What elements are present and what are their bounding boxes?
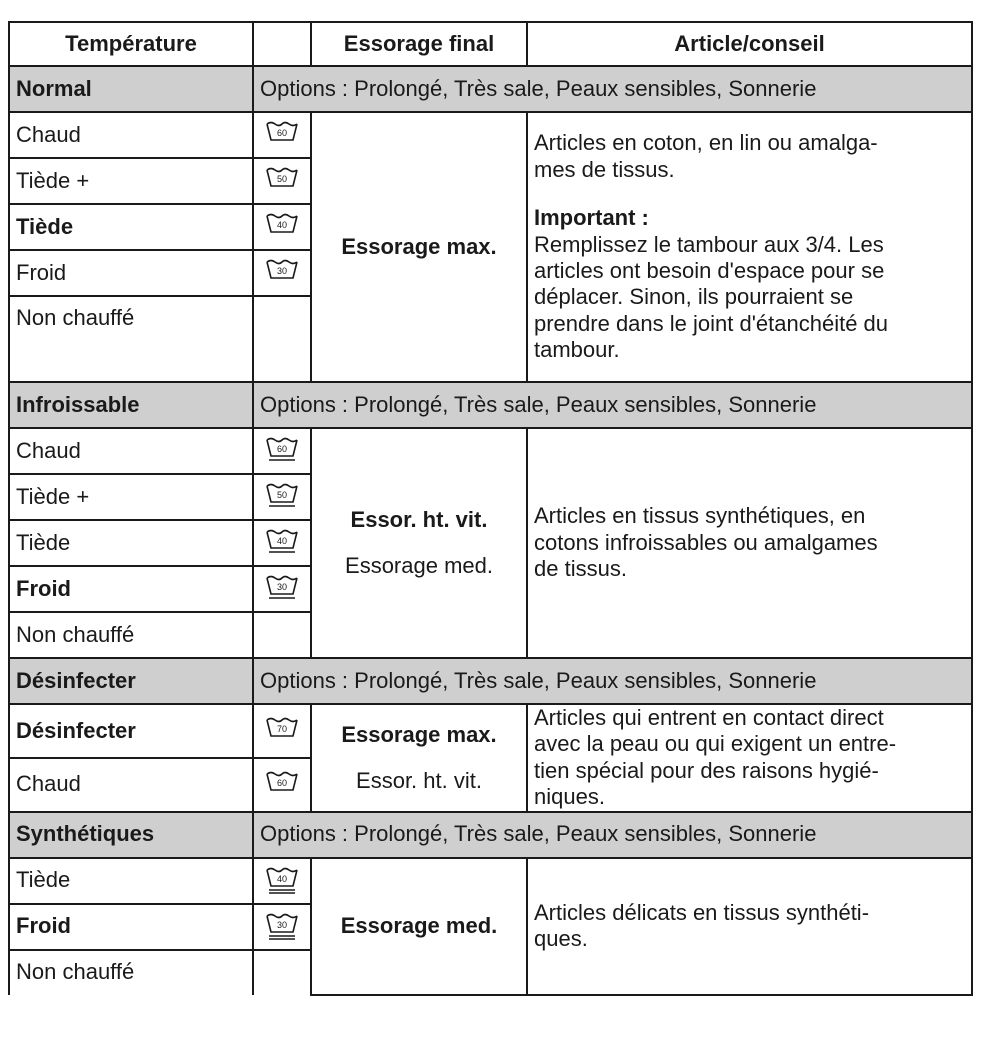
svg-text:30: 30 (276, 919, 288, 930)
header-advice: Article/conseil (527, 22, 972, 66)
wash-symbol-cell (253, 758, 311, 812)
temperature-label: Non chauffé (9, 950, 253, 995)
table-row (9, 858, 972, 904)
svg-text:70: 70 (276, 723, 288, 734)
header-spin: Essorage final (311, 22, 527, 66)
svg-text:40: 40 (276, 220, 288, 230)
svg-text:60: 60 (276, 128, 288, 138)
temperature-label: Chaud (9, 428, 253, 474)
advice-text: Articles en coton, en lin ou amalga- mes de tissus. (534, 130, 878, 182)
spin-value: Essor. ht. vit. (356, 767, 482, 793)
program-options: Options : Prolongé, Très sale, Peaux sensibles, Sonnerie (253, 658, 972, 704)
wash-tub-icon (265, 716, 299, 746)
header-temperature: Température (9, 22, 253, 66)
svg-text:40: 40 (276, 873, 288, 884)
svg-text:30: 30 (276, 266, 288, 276)
svg-text:50: 50 (276, 174, 288, 184)
temperature-label: Désinfecter (9, 704, 253, 758)
program-name: Infroissable (9, 382, 253, 428)
temperature-label: Tiède (9, 204, 253, 250)
temperature-label: Non chauffé (9, 612, 253, 658)
wash-symbol-cell (253, 704, 311, 758)
temperature-label: Chaud (9, 112, 253, 158)
program-header-row (9, 658, 972, 704)
wash-tub-icon (265, 866, 299, 896)
final-spin-cell (311, 112, 527, 382)
wash-tub-icon (265, 770, 299, 800)
program-options: Options : Prolongé, Très sale, Peaux sensibles, Sonnerie (253, 812, 972, 858)
final-spin-cell (311, 704, 527, 812)
advice-text: Articles qui entrent en contact direct avec la peau ou qui exigent un entre- tien spécial pour des raisons hygié- niques. (534, 705, 897, 810)
program-name: Désinfecter (9, 658, 253, 704)
program-options: Options : Prolongé, Très sale, Peaux sensibles, Sonnerie (253, 382, 972, 428)
svg-text:40: 40 (276, 536, 288, 546)
wash-tub-icon (265, 912, 299, 942)
advice-text: Articles délicats en tissus synthéti- ques. (534, 899, 870, 952)
temperature-label: Tiède (9, 858, 253, 904)
wash-symbol-cell (253, 428, 311, 474)
advice-text: Articles en tissus synthétiques, en cotons infroissables ou amalgames de tissus. (534, 503, 878, 582)
temperature-label: Non chauffé (9, 296, 253, 382)
spin-value: Essorage med. (340, 913, 498, 939)
wash-symbol-cell (253, 250, 311, 296)
wash-symbol-cell (253, 158, 311, 204)
wash-tub-icon (265, 120, 299, 150)
wash-symbol-cell (253, 296, 311, 382)
wash-tub-icon (265, 258, 299, 288)
program-name: Synthétiques (9, 812, 253, 858)
final-spin-cell (311, 428, 527, 658)
wash-tub-icon (265, 482, 299, 512)
table-body (9, 66, 972, 995)
program-name: Normal (9, 66, 253, 112)
svg-text:30: 30 (276, 582, 288, 592)
temperature-label: Froid (9, 904, 253, 950)
spin-value: Essor. ht. vit. (350, 507, 488, 532)
wash-symbol-cell (253, 474, 311, 520)
wash-symbol-cell (253, 520, 311, 566)
svg-text:60: 60 (276, 777, 288, 788)
wash-tub-icon (265, 528, 299, 558)
wash-symbol-cell (253, 950, 311, 995)
spin-value: Essorage max. (341, 234, 497, 259)
important-label: Important : (534, 205, 649, 231)
wash-symbol-cell (253, 204, 311, 250)
temperature-label: Tiède + (9, 158, 253, 204)
program-options: Options : Prolongé, Très sale, Peaux sensibles, Sonnerie (253, 66, 972, 112)
program-header-row (9, 66, 972, 112)
wash-program-table (8, 21, 973, 996)
svg-text:50: 50 (276, 490, 288, 500)
program-header-row (9, 382, 972, 428)
header-symbol (253, 22, 311, 66)
temperature-label: Tiède (9, 520, 253, 566)
wash-tub-icon (265, 166, 299, 196)
wash-tub-icon (265, 574, 299, 604)
wash-symbol-cell (253, 612, 311, 658)
spin-value: Essorage med. (345, 553, 493, 578)
wash-tub-icon (265, 436, 299, 466)
table-row (9, 428, 972, 474)
temperature-label: Chaud (9, 758, 253, 812)
table-row (9, 112, 972, 158)
important-text: Remplissez le tambour aux 3/4. Les articles ont besoin d'espace pour se déplacer. Sinon, ils pourraient se prendre dans le joint d'étanchéité du tambour. (534, 231, 889, 363)
table-row (9, 704, 972, 758)
wash-tub-icon (265, 212, 299, 242)
wash-symbol-cell (253, 904, 311, 950)
temperature-label: Froid (9, 250, 253, 296)
program-header-row (9, 812, 972, 858)
advice-cell (527, 112, 972, 382)
final-spin-cell (311, 858, 527, 995)
advice-cell (527, 858, 972, 995)
wash-symbol-cell (253, 566, 311, 612)
temperature-label: Froid (9, 566, 253, 612)
advice-cell (527, 704, 972, 812)
spin-value: Essorage max. (341, 721, 497, 747)
wash-symbol-cell (253, 112, 311, 158)
advice-cell (527, 428, 972, 658)
table-header-row (9, 22, 972, 66)
wash-symbol-cell (253, 858, 311, 904)
svg-text:60: 60 (276, 444, 288, 454)
temperature-label: Tiède + (9, 474, 253, 520)
